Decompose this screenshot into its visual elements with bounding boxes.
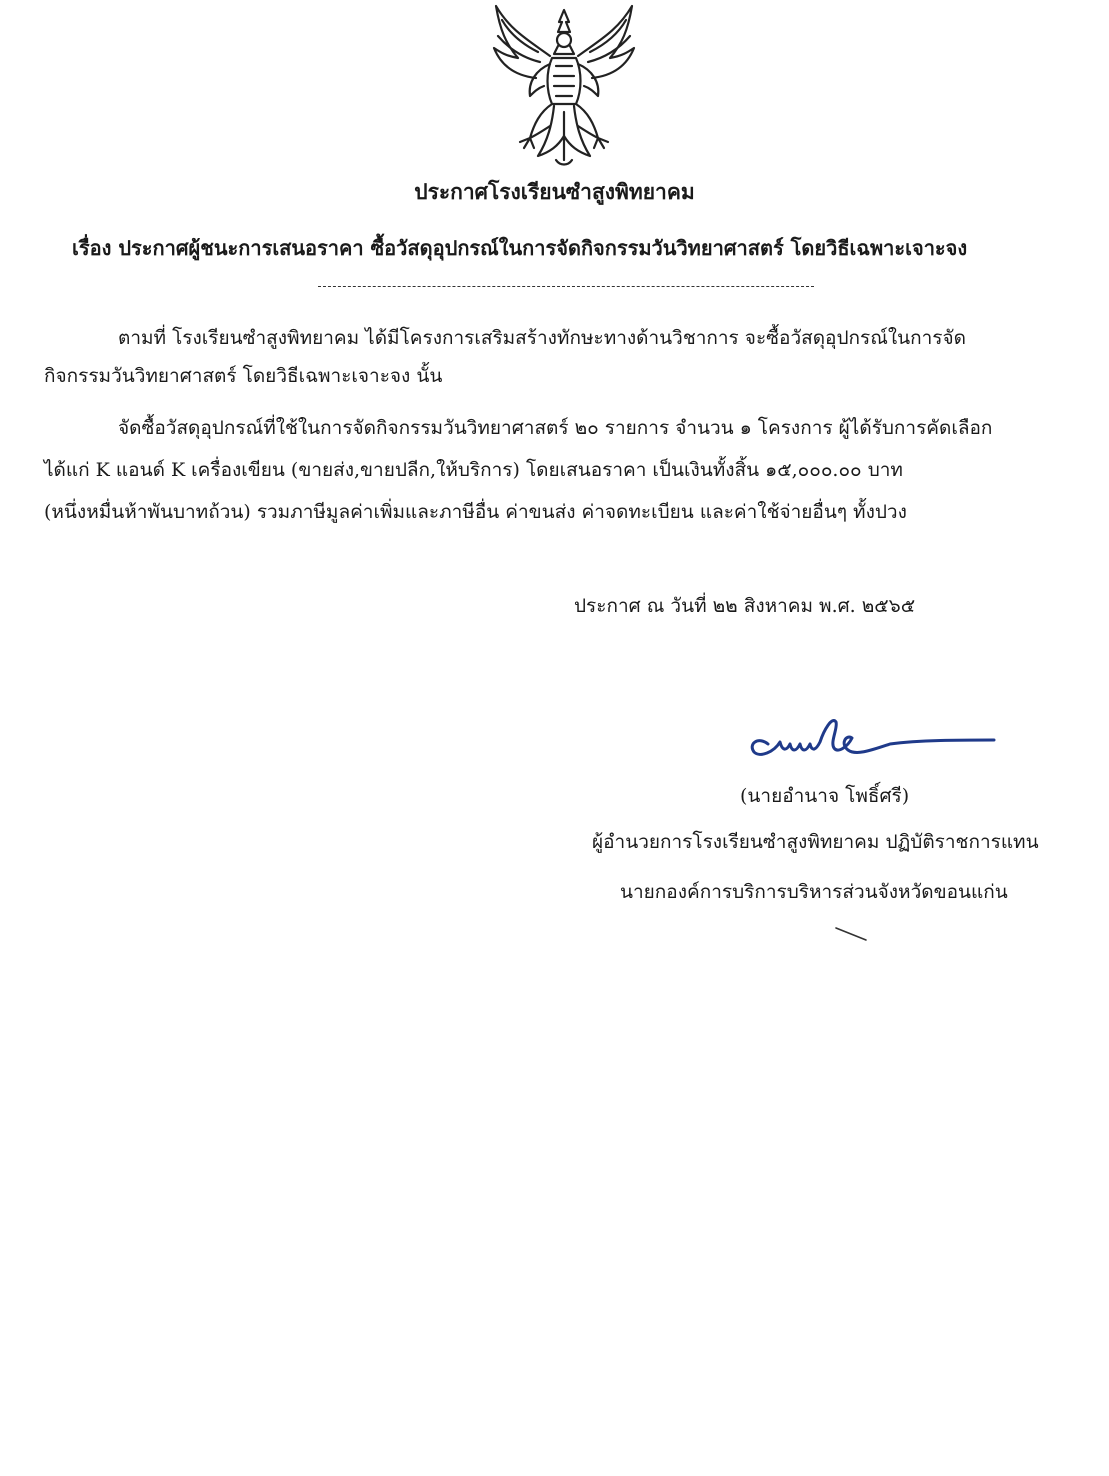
paragraph-2-line-3: (หนึ่งหมื่นห้าพันบาทถ้วน) รวมภาษีมูลค่าเพิ่มและภาษีอื่น ค่าขนส่ง ค่าจดทะเบียน และค่าใช้จ่ายอื่นๆ ทั้งปวง <box>44 501 907 523</box>
announcement-title: ประกาศโรงเรียนซำสูงพิทยาคม <box>414 179 695 204</box>
announcement-subject: เรื่อง ประกาศผู้ชนะการเสนอราคา ซื้อวัสดุอุปกรณ์ในการจัดกิจกรรมวันวิทยาศาสตร์ โดยวิธีเฉพาะเจาะจง <box>72 236 968 260</box>
signer-position-line-2: นายกองค์การบริการบริหารส่วนจังหวัดขอนแก่น <box>620 881 1008 903</box>
dashed-divider <box>318 286 814 287</box>
garuda-emblem-icon <box>488 0 640 172</box>
announcement-date: ประกาศ ณ วันที่ ๒๒ สิงหาคม พ.ศ. ๒๕๖๕ <box>574 595 916 617</box>
paragraph-1-line-1: ตามที่ โรงเรียนซำสูงพิทยาคม ได้มีโครงการเสริมสร้างทักษะทางด้านวิชาการ จะซื้อวัสดุอุปกรณ์ในการจัด <box>118 327 966 349</box>
paragraph-2-line-1: จัดซื้อวัสดุอุปกรณ์ที่ใช้ในการจัดกิจกรรมวันวิทยาศาสตร์ ๒๐ รายการ จำนวน ๑ โครงการ ผู้ได้รับการคัดเลือก <box>118 417 993 439</box>
signer-name: (นายอำนาจ โพธิ์ศรี) <box>740 785 910 807</box>
stray-pen-mark <box>832 924 872 944</box>
paragraph-1-line-2: กิจกรรมวันวิทยาศาสตร์ โดยวิธีเฉพาะเจาะจง นั้น <box>44 365 443 387</box>
signer-position-line-1: ผู้อำนวยการโรงเรียนซำสูงพิทยาคม ปฏิบัติราชการแทน <box>592 831 1039 853</box>
handwritten-signature-icon <box>740 706 1000 770</box>
paragraph-2-line-2: ได้แก่ K แอนด์ K เครื่องเขียน (ขายส่ง,ขายปลีก,ให้บริการ) โดยเสนอราคา เป็นเงินทั้งสิ้น ๑๕,๐๐๐.๐๐ บาท <box>44 459 903 481</box>
